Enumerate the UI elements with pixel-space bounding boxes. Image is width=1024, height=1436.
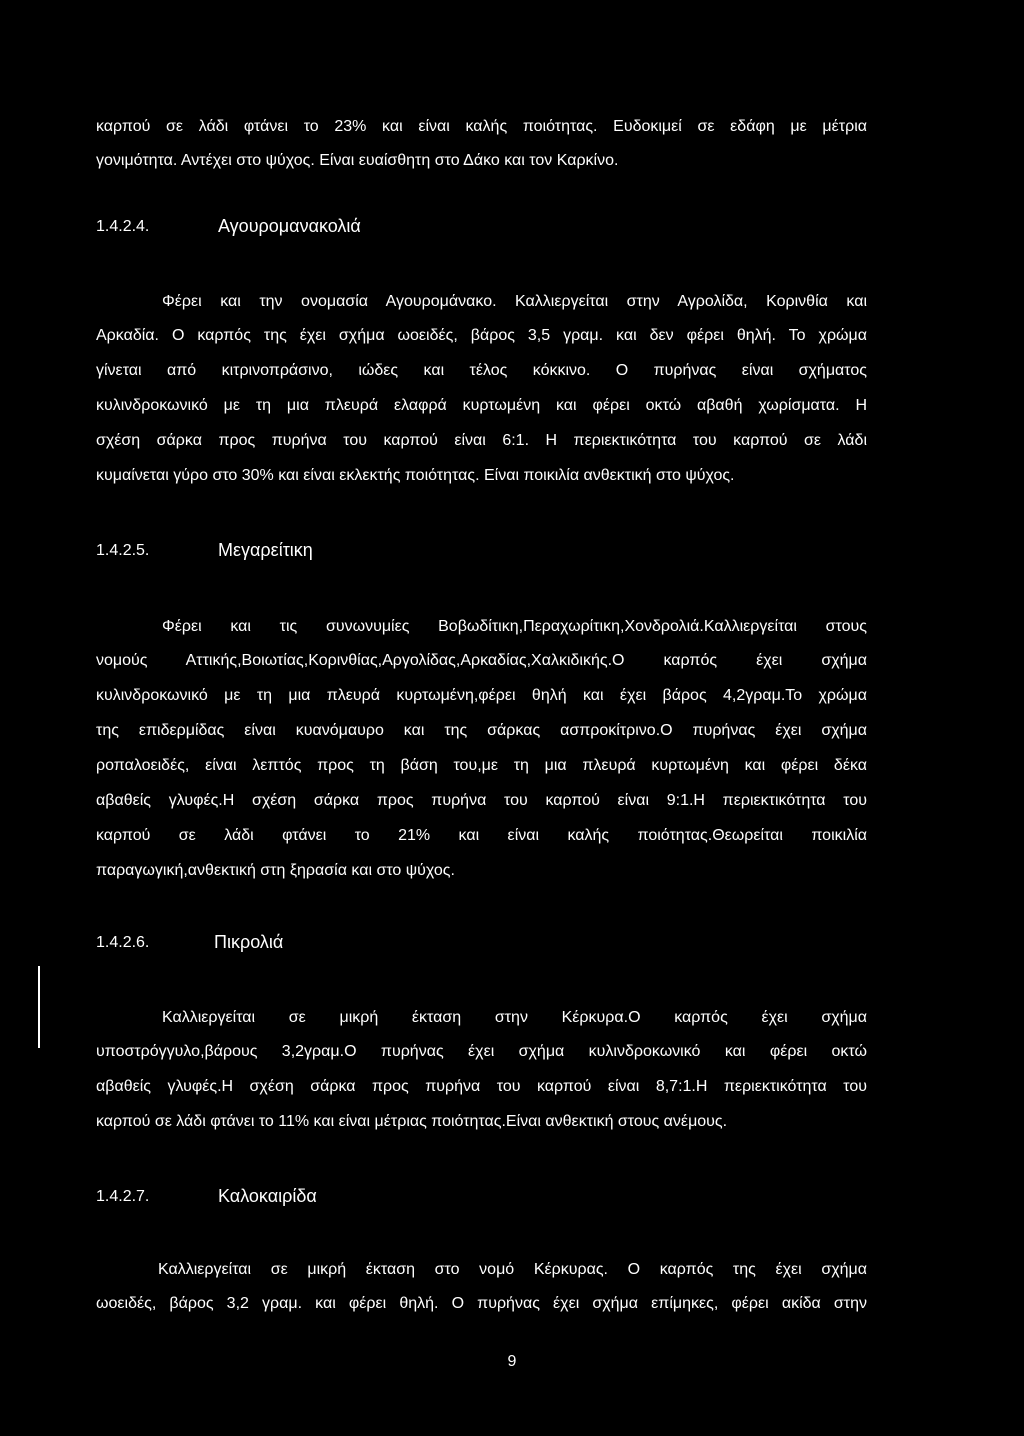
paragraph-line: σχέση σάρκα προς πυρήνα του καρπού είναι 6:1. Η περιεκτικότητα του καρπού σε λάδι (96, 432, 867, 449)
paragraph-line: κυμαίνεται γύρο στο 30% και είναι εκλεκτής ποιότητας. Είναι ποικιλία ανθεκτική στο ψύχος. (96, 467, 735, 484)
paragraph-line: γίνεται από κιτρινοπράσινο, ιώδες και τέλος κόκκινο. Ο πυρήνας είναι σχήματος (96, 362, 867, 379)
paragraph-line: καρπού σε λάδι φτάνει το 11% και είναι μέτριας ποιότητας.Είναι ανθεκτική στους ανέμους. (96, 1113, 728, 1130)
section-title: Πικρολιά (214, 932, 284, 952)
paragraph-line: καρπού σε λάδι φτάνει το 21% και είναι καλής ποιότητας.Θεωρείται ποικιλία (96, 827, 867, 844)
page-number: 9 (507, 1353, 517, 1370)
paragraph-line: αβαθείς γλυφές.Η σχέση σάρκα προς πυρήνα του καρπού είναι 8,7:1.Η περιεκτικότητα του (96, 1078, 867, 1095)
margin-change-bar (38, 966, 40, 1048)
paragraph-line: παραγωγική,ανθεκτική στη ξηρασία και στο ψύχος. (96, 862, 455, 879)
section-number: 1.4.2.7. (96, 1188, 150, 1205)
paragraph-line: υποστρόγγυλο,βάρους 3,2γραμ.Ο πυρήνας έχει σχήμα κυλινδροκωνικό και φέρει οκτώ (96, 1043, 867, 1060)
section-title: Καλοκαιρίδα (218, 1186, 317, 1206)
paragraph-line: Φέρει και τις συνωνυμίες Βοβωδίτικη,Περαχωρίτικη,Χονδρολιά.Καλλιεργείται στους (162, 618, 867, 635)
paragraph-line: ροπαλοειδές, είναι λεπτός προς τη βάση του,με τη μια πλευρά κυρτωμένη και φέρει δέκα (96, 757, 867, 774)
paragraph-line: Φέρει και την ονομασία Αγουρομάνακο. Καλλιεργείται στην Αγρολίδα, Κορινθία και (162, 293, 867, 310)
paragraph-line: Καλλιεργείται σε μικρή έκταση στο νομό Κέρκυρας. Ο καρπός της έχει σχήμα (158, 1261, 867, 1278)
paragraph-line: κυλινδροκωνικό με τη μια πλευρά ελαφρά κυρτωμένη και φέρει οκτώ αβαθή χωρίσματα. Η (96, 397, 867, 414)
paragraph-line: της επιδερμίδας είναι κυανόμαυρο και της σάρκας ασπροκίτρινο.Ο πυρήνας έχει σχήμα (96, 722, 867, 739)
paragraph-line: Αρκαδία. Ο καρπός της έχει σχήμα ωοειδές, βάρος 3,5 γραμ. και δεν φέρει θηλή. Το χρώμα (96, 327, 867, 344)
section-number: 1.4.2.6. (96, 934, 150, 951)
section-title: Μεγαρείτικη (218, 540, 313, 560)
section-title: Αγουρομανακολιά (218, 216, 361, 236)
intro-line: γονιμότητα. Αντέχει στο ψύχος. Είναι ευαίσθητη στο Δάκο και τον Καρκίνο. (96, 152, 619, 169)
paragraph-line: νομούς Αττικής,Βοιωτίας,Κορινθίας,Αργολίδας,Αρκαδίας,Χαλκιδικής.Ο καρπός έχει σχήμα (96, 652, 867, 669)
paragraph-line: αβαθείς γλυφές.Η σχέση σάρκα προς πυρήνα του καρπού είναι 9:1.Η περιεκτικότητα του (96, 792, 867, 809)
paragraph-line: Καλλιεργείται σε μικρή έκταση στην Κέρκυρα.Ο καρπός έχει σχήμα (162, 1009, 867, 1026)
paragraph-line: κυλινδροκωνικό με τη μια πλευρά κυρτωμένη,φέρει θηλή και έχει βάρος 4,2γραμ.Το χρώμα (96, 687, 867, 704)
paragraph-line: ωοειδές, βάρος 3,2 γραμ. και φέρει θηλή. Ο πυρήνας έχει σχήμα επίμηκες, φέρει ακίδα στην (96, 1295, 867, 1312)
intro-line: καρπού σε λάδι φτάνει το 23% και είναι καλής ποιότητας. Ευδοκιμεί σε εδάφη με μέτρια (96, 118, 867, 135)
section-number: 1.4.2.4. (96, 218, 150, 235)
section-number: 1.4.2.5. (96, 542, 150, 559)
